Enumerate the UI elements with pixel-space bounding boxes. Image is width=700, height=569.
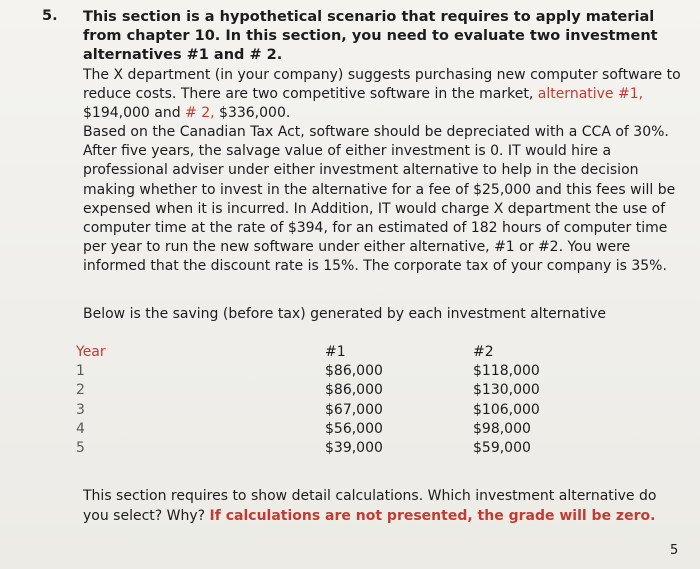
alt2-cell: $98,000	[473, 420, 531, 437]
alt1-cell: $39,000	[325, 440, 383, 457]
alternative-1-column	[325, 343, 383, 458]
alt2-cell: $130,000	[473, 382, 540, 399]
page-number: 5	[670, 543, 679, 558]
year-header: Year	[76, 344, 106, 360]
year-cell: 1	[76, 363, 85, 380]
tax-details-paragraph: Based on the Canadian Tax Act, software should be depreciated with a CCA of 30%. After five years, the salvage value of either investment is 0. IT would hire a professional adviser under either investment alternative to help in the decision making whether to invest in the alternative for a fee of $25,000 and this fees will be expensed when it is incurred. In Addition, IT would charge X department the use of computer time at the rate of $394, for an estimated of 182 hours of computer time per year to run the new software under either alternative, #1 or #2. You were informed that the discount rate is 15%. The corporate tax of your company is 35%.	[83, 124, 676, 275]
year-column	[76, 343, 106, 458]
year-cell: 3	[76, 401, 85, 418]
year-cell: 4	[76, 420, 85, 437]
alt1-cell: $86,000	[325, 363, 383, 380]
alt2-cell: $118,000	[473, 363, 540, 380]
alternative-1-highlight: alternative #1,	[537, 86, 644, 103]
alt2-header: #2	[473, 344, 494, 360]
year-cell: 5	[76, 440, 85, 457]
question-number: 5.	[42, 8, 58, 24]
question-title: This section is a hypothetical scenario that requires to apply material from chapter 10. In this section, you need to evaluate two investment alternatives #1 and # 2.	[83, 9, 658, 63]
alt2-cell: $59,000	[473, 440, 531, 457]
alt1-cell: $56,000	[325, 420, 383, 437]
alternative-2-column	[473, 343, 540, 458]
instructions-text: This section requires to show detail calculations. Which investment alternative do you select? Why?	[83, 488, 657, 524]
paragraph-text: $194,000 and	[83, 105, 186, 122]
paragraph-text: The X department (in your company) suggests purchasing new computer software to reduce costs. There are two competitive software in the market,	[83, 67, 681, 103]
alt1-cell: $67,000	[325, 401, 383, 418]
table-intro: Below is the saving (before tax) generated by each investment alternative	[83, 306, 607, 322]
alternative-2-highlight: # 2,	[185, 105, 215, 122]
alt1-header: #1	[325, 344, 346, 360]
instructions-paragraph	[83, 487, 683, 526]
grading-warning: If calculations are not presented, the grade will be zero.	[209, 507, 656, 524]
year-cell: 2	[76, 382, 85, 399]
alt2-cell: $106,000	[473, 401, 540, 418]
alt1-cell: $86,000	[325, 382, 383, 399]
paragraph-text: $336,000.	[214, 105, 291, 122]
scenario-paragraph	[83, 66, 683, 124]
